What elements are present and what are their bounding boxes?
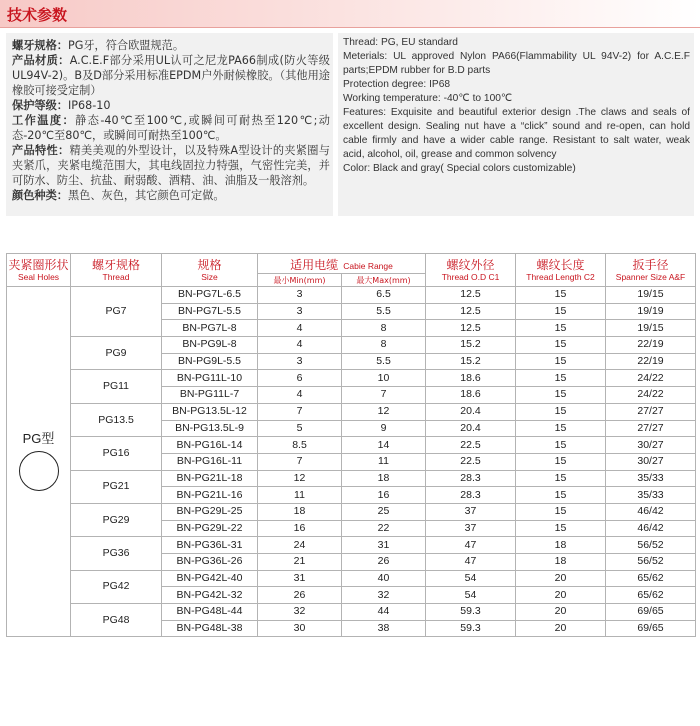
cell-od: 59.3 bbox=[426, 604, 516, 621]
cell-len: 15 bbox=[516, 403, 606, 420]
cell-max: 16 bbox=[342, 487, 426, 504]
header-size-en: Size bbox=[201, 271, 218, 282]
section-title: 技术参数 bbox=[7, 6, 68, 24]
table-row bbox=[7, 503, 696, 520]
header-cable-cn: 适用电缆 bbox=[290, 258, 339, 272]
header-seal bbox=[7, 254, 71, 287]
cell-span: 35/33 bbox=[606, 487, 696, 504]
cell-od: 12.5 bbox=[426, 320, 516, 337]
cell-len: 15 bbox=[516, 503, 606, 520]
cell-od: 18.6 bbox=[426, 370, 516, 387]
cell-min: 30 bbox=[258, 620, 342, 637]
spec-table-body bbox=[7, 287, 696, 637]
header-od-en: Thread O.D C1 bbox=[441, 271, 500, 282]
seal-type-label: PG型 bbox=[22, 431, 55, 447]
cn-spec-list bbox=[12, 38, 330, 203]
cell-span: 46/42 bbox=[606, 503, 696, 520]
cell-min: 12 bbox=[258, 470, 342, 487]
cn-spec-label: 产品特性： bbox=[12, 144, 70, 157]
cn-spec-panel bbox=[6, 33, 333, 216]
header-cable-en: Cabie Range bbox=[343, 261, 393, 271]
cell-len: 18 bbox=[516, 537, 606, 554]
table-row bbox=[7, 337, 696, 354]
cell-max: 7 bbox=[342, 387, 426, 404]
cell-len: 15 bbox=[516, 370, 606, 387]
cell-od: 37 bbox=[426, 503, 516, 520]
cell-min: 5 bbox=[258, 420, 342, 437]
cell-max: 10 bbox=[342, 370, 426, 387]
cell-size: BN-PG36L-31 bbox=[162, 537, 258, 554]
cell-size: BN-PG11L-10 bbox=[162, 370, 258, 387]
cell-size: BN-PG48L-44 bbox=[162, 604, 258, 621]
en-spec-item: Protection degree: IP68 bbox=[343, 79, 451, 90]
cn-spec-text: IP68-10 bbox=[67, 99, 111, 112]
seal-hole-circle-icon bbox=[19, 451, 59, 491]
cn-spec-text: 黑色、灰色，其它颜色可定做。 bbox=[67, 189, 225, 202]
cell-size: BN-PG9L-8 bbox=[162, 337, 258, 354]
cell-size: BN-PG9L-5.5 bbox=[162, 353, 258, 370]
cell-span: 65/62 bbox=[606, 570, 696, 587]
cell-min: 7 bbox=[258, 403, 342, 420]
cell-max: 11 bbox=[342, 453, 426, 470]
section-divider bbox=[0, 27, 700, 28]
header-od-cn: 螺纹外径 bbox=[446, 257, 495, 272]
cn-spec-item bbox=[12, 143, 330, 188]
table-row bbox=[7, 437, 696, 454]
cell-max: 18 bbox=[342, 470, 426, 487]
cell-size: BN-PG13.5L-12 bbox=[162, 403, 258, 420]
cell-span: 19/15 bbox=[606, 320, 696, 337]
cn-spec-label: 工作温度： bbox=[12, 114, 76, 127]
cn-spec-text: 静态-40℃至100℃,或瞬间可耐热至120℃;动态-20℃至80℃，或瞬间可耐热至100℃。 bbox=[12, 114, 330, 142]
cell-len: 18 bbox=[516, 554, 606, 571]
cell-max: 14 bbox=[342, 437, 426, 454]
cell-size: BN-PG21L-16 bbox=[162, 487, 258, 504]
table-row bbox=[7, 403, 696, 420]
cell-size: BN-PG7L-8 bbox=[162, 320, 258, 337]
cell-max: 38 bbox=[342, 620, 426, 637]
header-length-cn: 螺纹长度 bbox=[536, 257, 585, 272]
cell-len: 15 bbox=[516, 303, 606, 320]
cn-spec-label: 产品材质： bbox=[12, 54, 70, 67]
cell-span: 22/19 bbox=[606, 353, 696, 370]
cell-od: 15.2 bbox=[426, 353, 516, 370]
cell-span: 24/22 bbox=[606, 370, 696, 387]
cell-min: 21 bbox=[258, 554, 342, 571]
cell-od: 12.5 bbox=[426, 287, 516, 304]
cell-od: 54 bbox=[426, 570, 516, 587]
cn-spec-label: 保护等级： bbox=[12, 99, 68, 112]
cell-max: 6.5 bbox=[342, 287, 426, 304]
en-spec-panel bbox=[338, 33, 694, 216]
header-thread-cn: 螺牙规格 bbox=[91, 257, 140, 272]
cn-spec-text: 精美美观的外型设计，以及特殊A型设计的夹紧圈与夹紧爪，夹紧电缆范围大，其电线固拉力特强，气密性完美，并可防水、防尘、抗盐、耐弱酸、酒精、油、油脂及一般溶剂。 bbox=[12, 144, 330, 187]
thread-cell: PG7 bbox=[71, 287, 162, 337]
table-row bbox=[7, 370, 696, 387]
cell-min: 4 bbox=[258, 320, 342, 337]
cell-od: 28.3 bbox=[426, 470, 516, 487]
cell-span: 19/19 bbox=[606, 303, 696, 320]
table-row bbox=[7, 470, 696, 487]
thread-cell: PG16 bbox=[71, 437, 162, 470]
en-spec-item: Thread: PG, EU standard bbox=[343, 37, 458, 48]
cell-size: BN-PG36L-26 bbox=[162, 554, 258, 571]
header-thread-en: Thread bbox=[102, 271, 130, 282]
cell-len: 15 bbox=[516, 287, 606, 304]
cell-max: 22 bbox=[342, 520, 426, 537]
cell-min: 3 bbox=[258, 287, 342, 304]
cell-span: 19/15 bbox=[606, 287, 696, 304]
cell-len: 15 bbox=[516, 387, 606, 404]
cell-max: 26 bbox=[342, 554, 426, 571]
cell-size: BN-PG42L-40 bbox=[162, 570, 258, 587]
header-spanner bbox=[606, 254, 696, 287]
cell-min: 3 bbox=[258, 303, 342, 320]
cell-span: 24/22 bbox=[606, 387, 696, 404]
cell-len: 15 bbox=[516, 470, 606, 487]
cell-span: 56/52 bbox=[606, 537, 696, 554]
spec-table bbox=[6, 253, 696, 637]
cell-min: 4 bbox=[258, 337, 342, 354]
seal-cell bbox=[7, 287, 71, 637]
cell-max: 31 bbox=[342, 537, 426, 554]
table-row bbox=[7, 604, 696, 621]
cn-spec-label: 螺牙规格： bbox=[12, 39, 68, 52]
cell-span: 56/52 bbox=[606, 554, 696, 571]
cell-max: 9 bbox=[342, 420, 426, 437]
cell-span: 46/42 bbox=[606, 520, 696, 537]
table-row bbox=[7, 287, 696, 304]
cell-size: BN-PG16L-11 bbox=[162, 453, 258, 470]
cell-span: 69/65 bbox=[606, 604, 696, 621]
section-header bbox=[0, 0, 700, 27]
cell-len: 15 bbox=[516, 453, 606, 470]
thread-cell: PG9 bbox=[71, 337, 162, 370]
cn-spec-text: A.C.E.F部分采用UL认可之尼龙PA66制成(防火等级UL94V-2)。B及D部分采用标准EPDM户外耐候橡胶。（其他用途橡胶可接受定制） bbox=[12, 54, 330, 97]
cell-max: 32 bbox=[342, 587, 426, 604]
cell-size: BN-PG29L-22 bbox=[162, 520, 258, 537]
cell-span: 30/27 bbox=[606, 437, 696, 454]
header-od bbox=[426, 254, 516, 287]
cell-min: 16 bbox=[258, 520, 342, 537]
cell-min: 6 bbox=[258, 370, 342, 387]
thread-cell: PG36 bbox=[71, 537, 162, 570]
cell-len: 15 bbox=[516, 520, 606, 537]
cell-len: 15 bbox=[516, 337, 606, 354]
cell-size: BN-PG48L-38 bbox=[162, 620, 258, 637]
header-thread bbox=[71, 254, 162, 287]
cell-od: 47 bbox=[426, 554, 516, 571]
cell-od: 20.4 bbox=[426, 403, 516, 420]
thread-cell: PG42 bbox=[71, 570, 162, 603]
header-spanner-en: Spanner Size A&F bbox=[615, 271, 686, 282]
cell-min: 8.5 bbox=[258, 437, 342, 454]
header-length-en: Thread Length C2 bbox=[526, 271, 595, 282]
cell-span: 22/19 bbox=[606, 337, 696, 354]
thread-cell: PG48 bbox=[71, 604, 162, 637]
cell-min: 18 bbox=[258, 503, 342, 520]
cell-min: 4 bbox=[258, 387, 342, 404]
header-seal-cn: 夹紧圈形状 bbox=[8, 257, 69, 272]
cell-max: 8 bbox=[342, 337, 426, 354]
cell-max: 12 bbox=[342, 403, 426, 420]
cell-min: 24 bbox=[258, 537, 342, 554]
cell-max: 44 bbox=[342, 604, 426, 621]
cell-od: 47 bbox=[426, 537, 516, 554]
cell-min: 32 bbox=[258, 604, 342, 621]
cell-min: 26 bbox=[258, 587, 342, 604]
en-spec-item: Meterials: UL approved Nylon PA66(Flammability UL 94V-2) for A.C.E.F parts;EPDM rubber for B.D parts bbox=[343, 51, 690, 76]
cell-len: 15 bbox=[516, 353, 606, 370]
cell-size: BN-PG7L-6.5 bbox=[162, 287, 258, 304]
en-spec-item: Working temperature: -40℃ to 100℃ bbox=[343, 93, 513, 104]
cell-od: 37 bbox=[426, 520, 516, 537]
en-spec-item: Features: Exquisite and beautiful exterior design .The claws and seals of excellent design. Sealing nut have a “click” sound and re-open, can hold cable firmly and have a wider cable range. Resistant to salt water, weak acid, alcohol, oil, grease and common solvency bbox=[343, 107, 690, 160]
cell-min: 7 bbox=[258, 453, 342, 470]
cell-span: 27/27 bbox=[606, 420, 696, 437]
en-spec-item: Color: Black and gray( Special colors customizable) bbox=[343, 163, 576, 174]
cell-span: 69/65 bbox=[606, 620, 696, 637]
en-spec-list bbox=[343, 36, 690, 176]
cell-len: 20 bbox=[516, 620, 606, 637]
cn-spec-item bbox=[12, 188, 330, 203]
cell-od: 22.5 bbox=[426, 453, 516, 470]
thread-cell: PG13.5 bbox=[71, 403, 162, 436]
cell-max: 5.5 bbox=[342, 353, 426, 370]
cell-od: 15.2 bbox=[426, 337, 516, 354]
cell-min: 11 bbox=[258, 487, 342, 504]
header-size bbox=[162, 254, 258, 287]
cell-size: BN-PG11L-7 bbox=[162, 387, 258, 404]
cell-min: 3 bbox=[258, 353, 342, 370]
header-cable bbox=[258, 254, 426, 274]
cell-len: 15 bbox=[516, 437, 606, 454]
cell-span: 30/27 bbox=[606, 453, 696, 470]
cell-size: BN-PG42L-32 bbox=[162, 587, 258, 604]
cn-spec-item bbox=[12, 113, 330, 143]
table-row bbox=[7, 570, 696, 587]
header-length bbox=[516, 254, 606, 287]
cn-spec-label: 颜色种类： bbox=[12, 189, 68, 202]
cell-max: 25 bbox=[342, 503, 426, 520]
header-cable-max: 最大Max(mm) bbox=[342, 274, 426, 287]
cell-od: 12.5 bbox=[426, 303, 516, 320]
cell-od: 28.3 bbox=[426, 487, 516, 504]
thread-cell: PG29 bbox=[71, 503, 162, 536]
cell-len: 15 bbox=[516, 320, 606, 337]
table-row bbox=[7, 537, 696, 554]
cell-size: BN-PG16L-14 bbox=[162, 437, 258, 454]
cell-max: 40 bbox=[342, 570, 426, 587]
cell-len: 20 bbox=[516, 604, 606, 621]
cell-max: 5.5 bbox=[342, 303, 426, 320]
cell-size: BN-PG21L-18 bbox=[162, 470, 258, 487]
header-seal-en: Seal Holes bbox=[17, 271, 60, 282]
cell-od: 18.6 bbox=[426, 387, 516, 404]
cell-size: BN-PG13.5L-9 bbox=[162, 420, 258, 437]
cell-od: 20.4 bbox=[426, 420, 516, 437]
header-size-cn: 规格 bbox=[197, 257, 222, 272]
thread-cell: PG21 bbox=[71, 470, 162, 503]
cell-min: 31 bbox=[258, 570, 342, 587]
cell-od: 59.3 bbox=[426, 620, 516, 637]
cn-spec-text: PG牙，符合欧盟规范。 bbox=[67, 39, 185, 52]
cell-len: 15 bbox=[516, 420, 606, 437]
cn-spec-item bbox=[12, 38, 330, 53]
cn-spec-item bbox=[12, 53, 330, 98]
cell-len: 20 bbox=[516, 570, 606, 587]
cell-size: BN-PG7L-5.5 bbox=[162, 303, 258, 320]
cn-spec-item bbox=[12, 98, 330, 113]
cell-od: 54 bbox=[426, 587, 516, 604]
cell-len: 20 bbox=[516, 587, 606, 604]
cell-max: 8 bbox=[342, 320, 426, 337]
thread-cell: PG11 bbox=[71, 370, 162, 403]
cell-od: 22.5 bbox=[426, 437, 516, 454]
cell-span: 27/27 bbox=[606, 403, 696, 420]
cell-size: BN-PG29L-25 bbox=[162, 503, 258, 520]
cell-len: 15 bbox=[516, 487, 606, 504]
header-spanner-cn: 扳手径 bbox=[632, 257, 669, 272]
cell-span: 35/33 bbox=[606, 470, 696, 487]
cell-span: 65/62 bbox=[606, 587, 696, 604]
header-cable-min: 最小Min(mm) bbox=[258, 274, 342, 287]
